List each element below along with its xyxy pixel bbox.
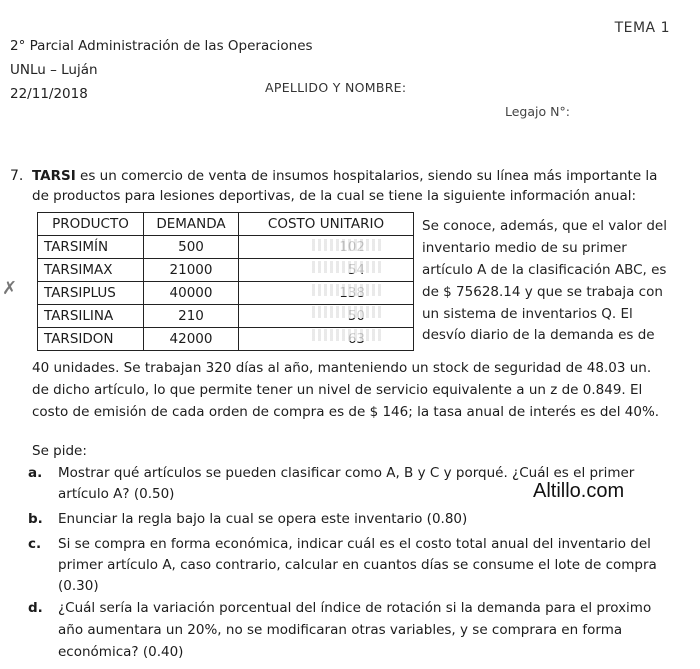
item-letter: d. — [28, 600, 43, 616]
side-text-line: un sistema de inventarios Q. El — [422, 306, 633, 322]
item-letter: c. — [28, 536, 42, 552]
item-line: Mostrar qué artículos se pueden clasificar como A, B y C y porqué. ¿Cuál es el primer — [58, 465, 635, 481]
item-letter: b. — [28, 511, 43, 527]
intro-rest: es un comercio de venta de insumos hospitalarios, siendo su línea más importante la — [75, 168, 658, 184]
university: UNLu – Luján — [10, 62, 98, 78]
exam-date: 22/11/2018 — [10, 86, 88, 102]
product-cell: TARSIDON — [38, 328, 144, 351]
side-text-line: artículo A de la clasificación ABC, es — [422, 262, 667, 278]
continuation-line: 40 unidades. Se trabajan 320 días al año, manteniendo un stock de seguridad de 48.03 un. — [32, 360, 652, 376]
item-line: año aumentara un 20%, no se modificaran otras variables, y se comprara en forma — [58, 622, 623, 638]
pencil-mark: ✗ — [2, 278, 18, 299]
pencil-smudge — [312, 239, 382, 251]
pencil-smudge — [312, 306, 382, 318]
item-line: primer artículo A, caso contrario, calcular en cuantos días se consume el lote de compra — [58, 557, 657, 573]
tema-label: TEMA 1 — [614, 20, 670, 36]
pencil-smudge — [312, 261, 382, 273]
watermark: Altillo.com — [533, 480, 625, 502]
question-intro-line-2: de productos para lesiones deportivas, de la cual se tiene la siguiente información anual: — [32, 188, 637, 204]
item-line: artículo A? (0.50) — [58, 486, 175, 502]
item-line: Enunciar la regla bajo la cual se opera este inventario (0.80) — [58, 511, 468, 527]
column-header: COSTO UNITARIO — [239, 213, 414, 236]
course-title: 2° Parcial Administración de las Operaciones — [10, 38, 313, 54]
continuation-line: de dicho artículo, lo que permite tener un nivel de servicio equivalente a un z de 0.849. El — [32, 382, 643, 398]
name-label: APELLIDO Y NOMBRE: — [265, 80, 407, 95]
item-line: Si se compra en forma económica, indicar cuál es el costo total anual del inventario del — [58, 536, 651, 552]
demand-cell: 500 — [144, 236, 239, 259]
column-header: PRODUCTO — [38, 213, 144, 236]
item-letter: a. — [28, 465, 43, 481]
item-line: económica? (0.40) — [58, 644, 184, 660]
side-text-line: de $ 75628.14 y que se trabaja con — [422, 284, 663, 300]
side-text-line: desvío diario de la demanda es de — [422, 327, 655, 343]
column-header: DEMANDA — [144, 213, 239, 236]
pencil-smudge — [312, 284, 382, 296]
se-pide-label: Se pide: — [32, 443, 87, 459]
pencil-smudge — [312, 329, 382, 341]
company-name: TARSI — [32, 168, 76, 184]
side-text-line: inventario medio de su primer — [422, 240, 627, 256]
demand-cell: 42000 — [144, 328, 239, 351]
demand-cell: 40000 — [144, 282, 239, 305]
product-cell: TARSIPLUS — [38, 282, 144, 305]
legajo-label: Legajo N°: — [505, 104, 570, 119]
side-text-line: Se conoce, además, que el valor del — [422, 218, 667, 234]
item-line: (0.30) — [58, 578, 99, 594]
item-line: ¿Cuál sería la variación porcentual del índice de rotación si la demanda para el proximo — [58, 600, 652, 616]
demand-cell: 21000 — [144, 259, 239, 282]
product-cell: TARSIMÍN — [38, 236, 144, 259]
question-intro-line-1 — [32, 168, 657, 184]
product-cell: TARSILINA — [38, 305, 144, 328]
question-number: 7. — [10, 168, 24, 184]
table-header-row — [38, 213, 414, 236]
continuation-line: costo de emisión de cada orden de compra es de $ 146; la tasa anual de interés es del 40%. — [32, 404, 660, 420]
product-cell: TARSIMAX — [38, 259, 144, 282]
demand-cell: 210 — [144, 305, 239, 328]
